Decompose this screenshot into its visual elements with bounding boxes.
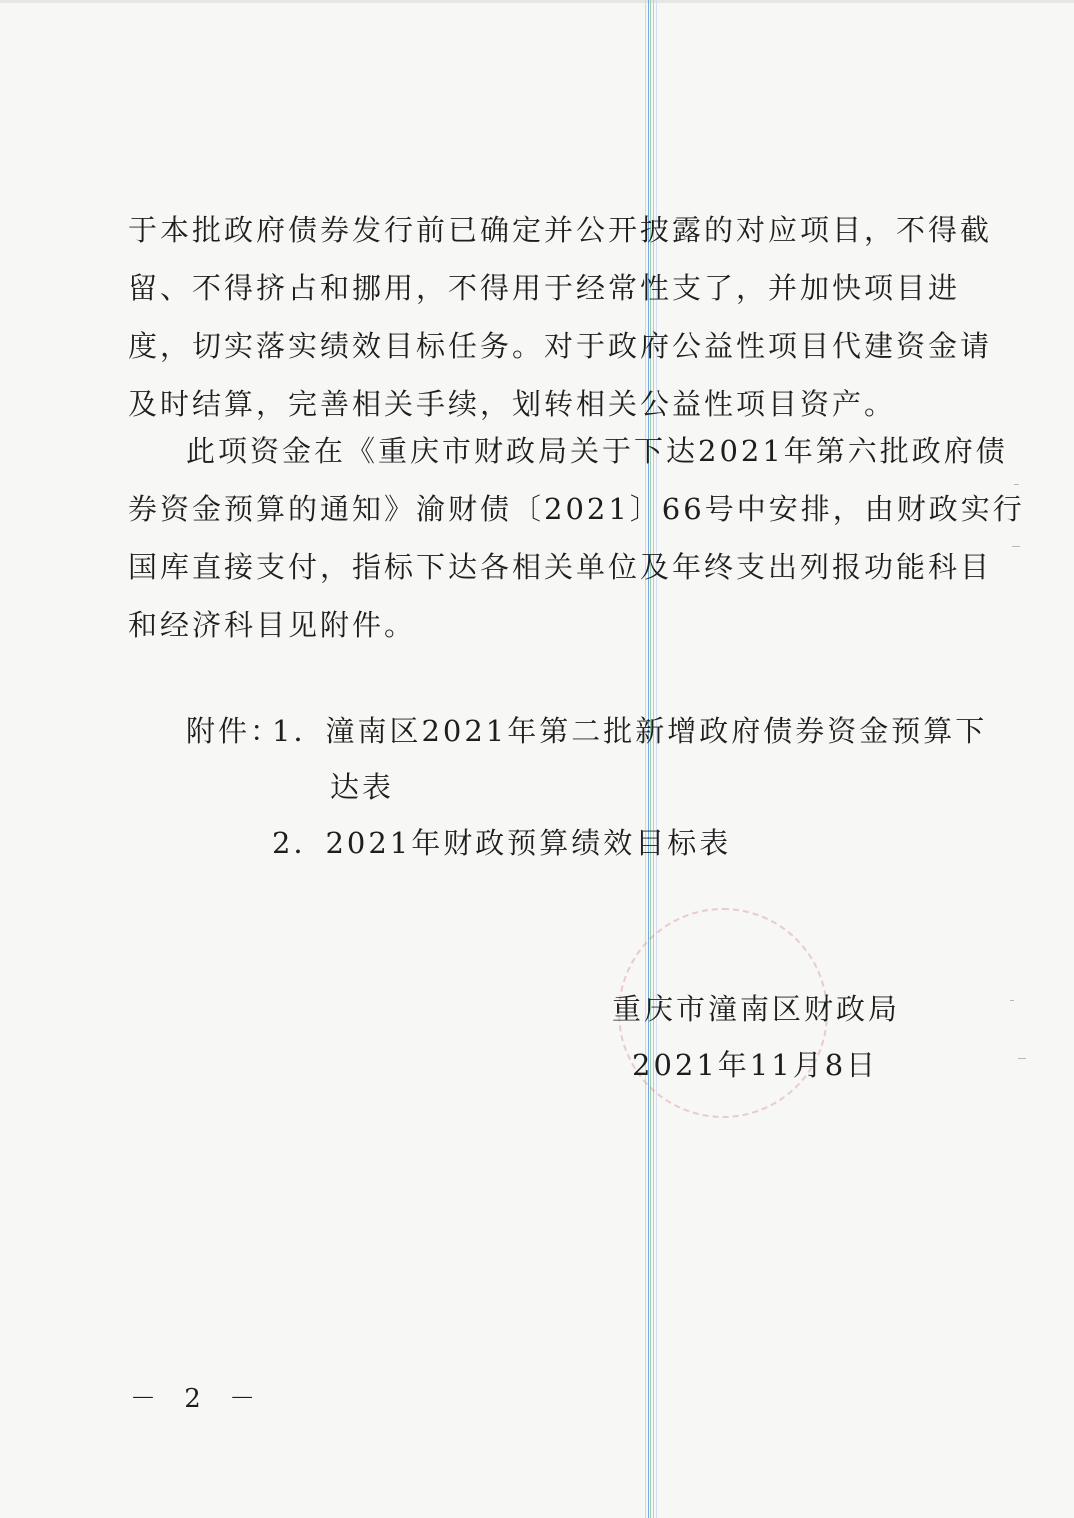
text-line: 及时结算，完善相关手续，划转相关公益性项目资产。 bbox=[128, 387, 897, 421]
scan-speck bbox=[1018, 1058, 1026, 1059]
signature-date: 2021年11月8日 bbox=[632, 1048, 879, 1082]
text-line: 留、不得挤占和挪用，不得用于经常性支了，并加快项目进 bbox=[128, 271, 961, 305]
scan-speck bbox=[1012, 546, 1020, 547]
scan-speck bbox=[1014, 484, 1019, 485]
attachment-label: 附件： bbox=[186, 714, 283, 748]
text-line: 度，切实落实绩效目标任务。对于政府公益性项目代建资金请 bbox=[128, 329, 993, 363]
text-line: 国库直接支付，指标下达各相关单位及年终支出列报功能科目 bbox=[128, 550, 993, 584]
signature-org: 重庆市潼南区财政局 bbox=[612, 992, 901, 1026]
attachment-item-1: 1．潼南区2021年第二批新增政府债券资金预算下 bbox=[272, 714, 988, 748]
paragraph-2 bbox=[128, 422, 1025, 654]
page-number: － 2 － bbox=[130, 1384, 266, 1414]
text-line: 此项资金在《重庆市财政局关于下达2021年第六批政府债 bbox=[186, 434, 1008, 468]
text-line: 券资金预算的通知》渝财债〔2021〕66号中安排，由财政实行 bbox=[128, 492, 1025, 526]
scan-speck bbox=[1010, 1000, 1014, 1001]
attachment-item-2: 2．2021年财政预算绩效目标表 bbox=[272, 826, 732, 860]
text-line: 和经济科目见附件。 bbox=[128, 608, 417, 642]
top-edge bbox=[0, 0, 1074, 3]
paragraph-1 bbox=[128, 201, 993, 433]
text-line: 于本批政府债券发行前已确定并公开披露的对应项目，不得截 bbox=[128, 213, 993, 247]
attachment-item-1-cont: 达表 bbox=[330, 770, 395, 804]
